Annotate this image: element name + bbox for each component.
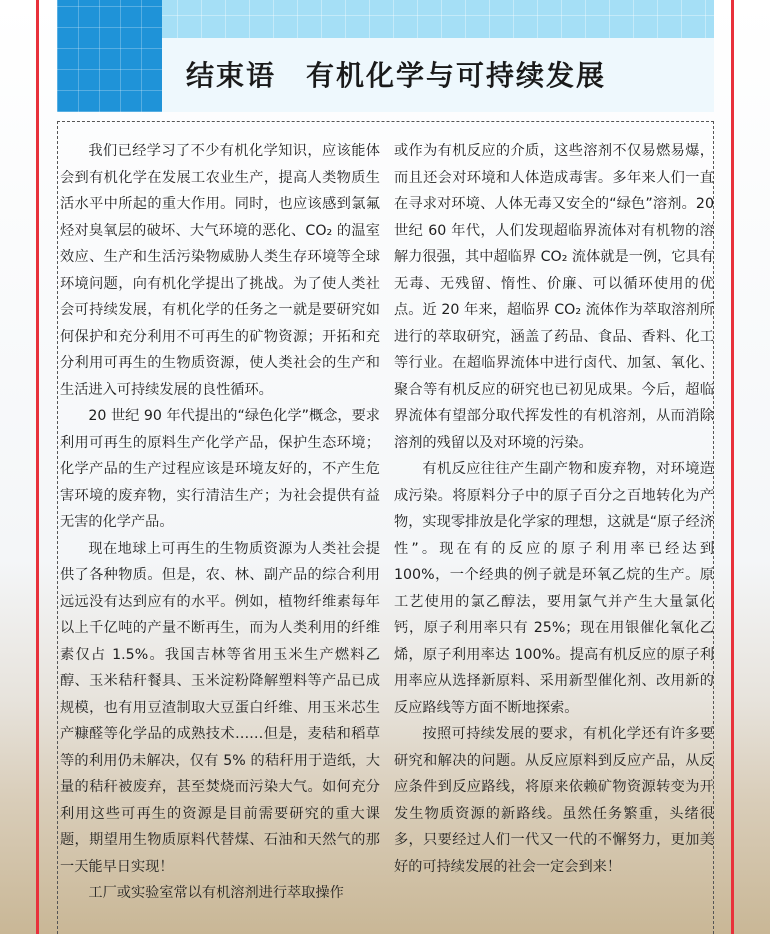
right-red-border [731, 0, 734, 934]
paragraph: 工厂或实验室常以有机溶剂进行萃取操作 [88, 885, 344, 901]
left-red-border [36, 0, 39, 934]
header-blue-block [57, 0, 162, 112]
paragraph: 或作为有机反应的介质，这些溶剂不仅易燃易爆，而且还会对环境和人体造成毒害。多年来人们一直在寻求对环境、人体无毒又安全的“绿色”溶剂。20 世纪 60 年代，人们发现超临界流体对有机物的溶解力很强，其中超临界 CO₂ 流体就是一例，它具有无毒、无残留、惰性、价廉、可以循环使用的优点。近 20 年来，超临界 CO₂ 流体作为萃取溶剂所进行的萃取研究，涵盖了药品、食品、香料、化工等行业。在超临界流体中进行卤代、加氢、氧化、聚合等有机反应的研究也已初见成果。今后，超临界流体有望部分取代挥发性的有机溶剂，从而消除溶剂的残留以及对环境的污染。 [394, 143, 714, 451]
paragraph: 我们已经学习了不少有机化学知识，应该能体会到有机化学在发展工农业生产，提高人类物质生活水平中所起的重大作用。同时，也应该感到氯氟烃对臭氧层的破坏、大气环境的恶化、CO₂ 的温室效应、生产和生活污染物威胁人类生存环境等全球环境问题，向有机化学提出了挑战。为了使人类社会可持续发展，有机化学的任务之一就是要研究如何保护和充分利用不可再生的矿物资源；开拓和充分利用可再生的生物质资源，使人类社会的生产和生活进入可持续发展的良性循环。 [60, 143, 380, 398]
paragraph: 20 世纪 90 年代提出的“绿色化学”概念，要求利用可再生的原料生产化学产品，保护生态环境；化学产品的生产过程应该是环境友好的，不产生危害环境的废弃物，实行清洁生产；为社会提供有益无害的化学产品。 [60, 408, 380, 530]
paragraph: 现在地球上可再生的生物质资源为人类社会提供了各种物质。但是，农、林、副产品的综合利用远远没有达到应有的水平。例如，植物纤维素每年以上千亿吨的产量不断再生，而为人类利用的纤维素仅占 1.5%。我国吉林等省用玉米生产燃料乙醇、玉米秸秆餐具、玉米淀粉降解塑料等产品已成规模，也有用豆渣制取大豆蛋白纤维、用玉米芯生产糠醛等化学品的成熟技术……但是，麦秸和稻草等的利用仍未解决，仅有 5% 的秸秆用于造纸，大量的秸秆被废弃，甚至焚烧而污染大气。如何充分利用这些可再生的资源是目前需要研究的重大课题，期望用生物质原料代替煤、石油和天然气的那一天能早日实现！ [60, 540, 380, 875]
paragraph: 按照可持续发展的要求，有机化学还有许多要研究和解决的问题。从反应原料到反应产品，从反应条件到反应路线，将原来依赖矿物资源转变为开发生物质资源的新路线。虽然任务繁重，头绪很多，只要经过人们一代又一代的不懈努力，更加美好的可持续发展的社会一定会到来！ [394, 726, 714, 875]
left-column [60, 138, 380, 907]
page-title: 结束语 有机化学与可持续发展 [186, 59, 607, 92]
right-column [394, 138, 714, 880]
paragraph: 有机反应往往产生副产物和废弃物，对环境造成污染。将原料分子中的原子百分之百地转化为产物，实现零排放是化学家的理想，这就是“原子经济性”。现在有的反应的原子利用率已经达到 100%，一个经典的例子就是环氧乙烷的生产。原工艺使用的氯乙醇法，要用氯气并产生大量氯化钙，原子利用率只有 25%；现在用银催化氧化乙烯，原子利用率达 100%。提高有机反应的原子利用率应从选择新原料、采用新型催化剂、改用新的反应路线等方面不断地探索。 [394, 461, 714, 716]
